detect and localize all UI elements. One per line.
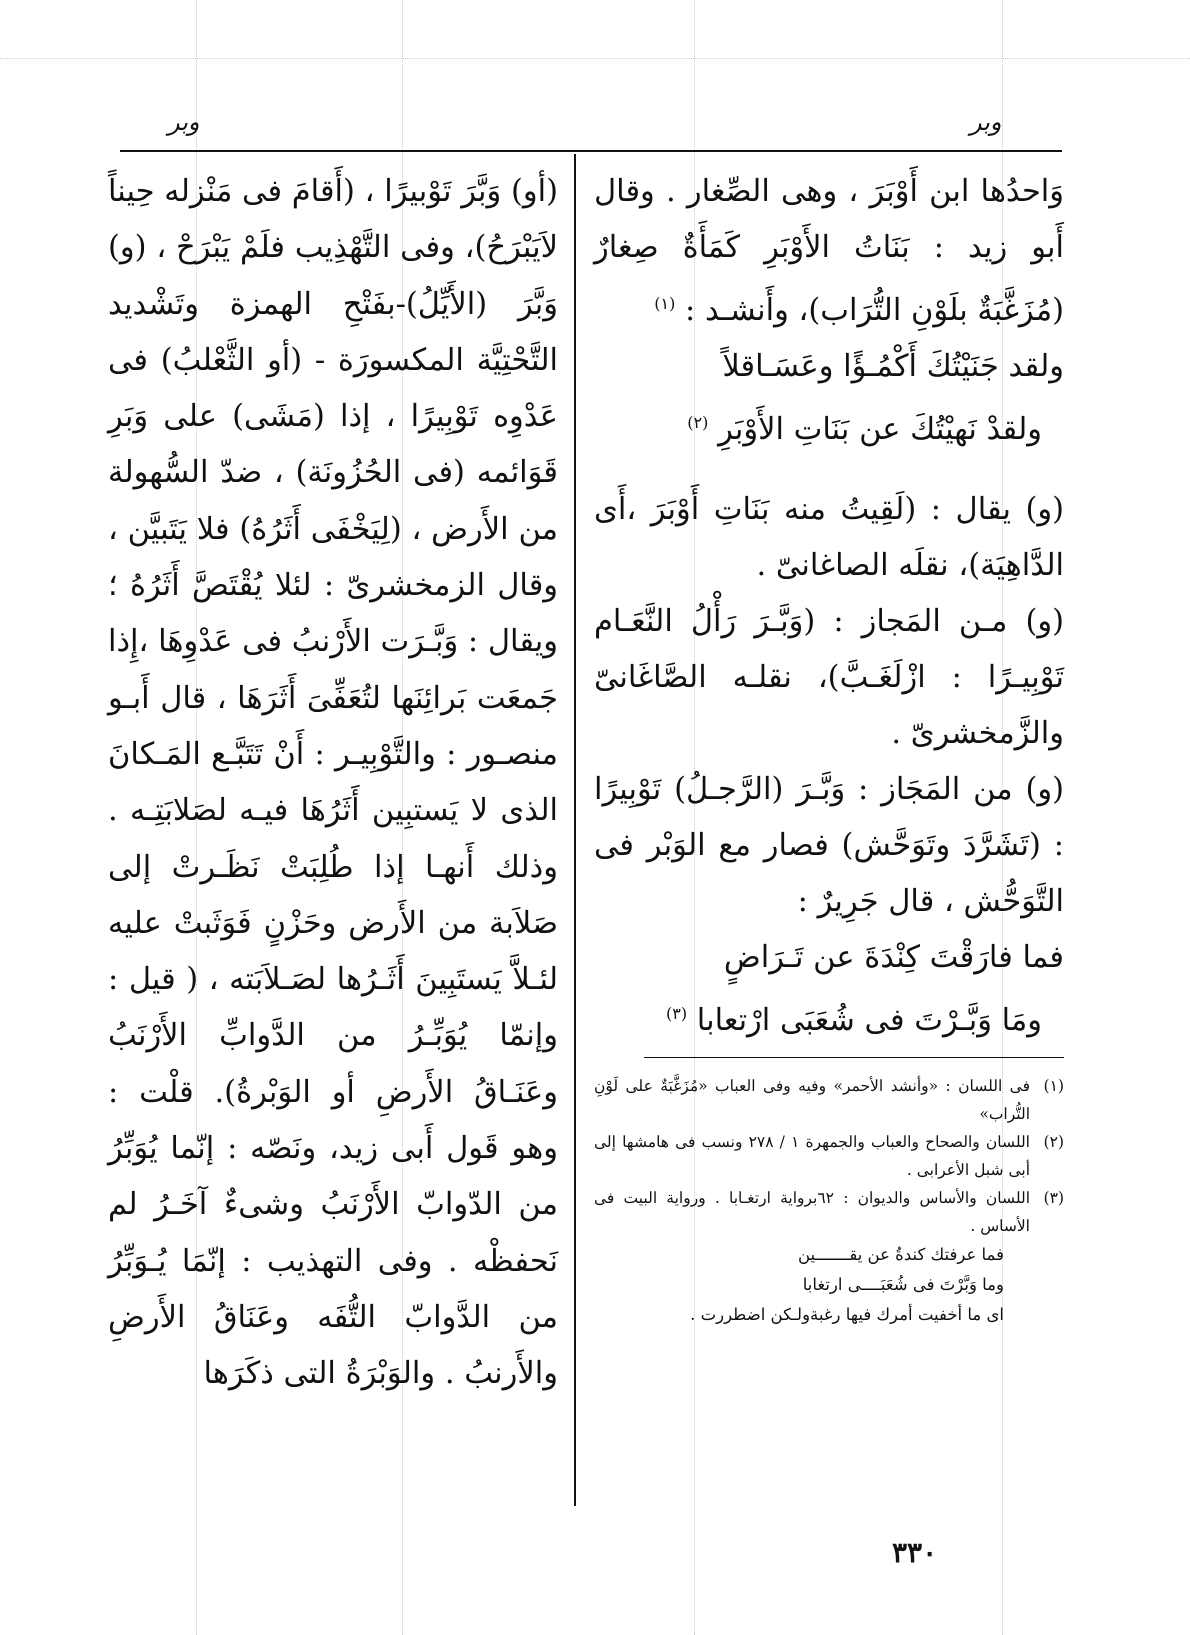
footnote: (١) فى اللسان : «وأنشد الأحمر» وفيه وفى العباب «مُزَغَّبَةٌ على لَوْنِ التُّراب» [594,1077,1064,1124]
footnote-ref: (١) [654,294,676,313]
footnote: (٢) اللسان والصحاح والعباب والجمهرة ١ / ٢٧٨ ونسب فى هامشها إلى أبى شبل الأعرابى . [594,1133,1064,1180]
running-header-right: وبر [970,108,1002,136]
poem-verse: ومَا وَبَّـرْتَ فى شُعَبَى ارْتعابا $^{(٣)}$ [665,1003,1042,1039]
paragraph: (و) يقال : (لَقِيتُ منه بَنَاتِ أَوْبَرَ ،أَى الدَّاهِيَة)، نقلَه الصاغانىّ . [594,492,1064,584]
paragraph: (و) مـن المَجاز : (وَبَّـرَ رَأْلُ النَّعَـام تَوْبِيـرًا : ازْلَغَـبَّ)، نقلـه الصَّاغَانىّ والزَّمخشرىّ . [594,604,1064,752]
poem-verse: ولقد جَنَيْتُكَ أَكْمُـؤًا وعَسَـاقلاً [722,349,1064,385]
quote-line: وما وَبَّرْتَ فى شُعَبَــــى ارتغابا [802,1275,1004,1295]
right-column [594,164,1064,1330]
footnote-ref: (٣) [665,1004,688,1024]
page-number: ٣٣٠ [892,1536,938,1569]
header-rule [120,150,1062,152]
poem-verse: ولقدْ نَهيْتُكَ عن بَنَاتِ الأَوْبَرِ $^{(٢)}$ [687,412,1042,448]
quote-line: اى ما أخفيت أمرك فيها رغبةولـكن اضطررت . [690,1305,1004,1325]
column-divider [574,154,576,1506]
footnote-ref: (٢) [687,413,709,433]
quote-line: فما عرفتك كندةُ عن يقـــــــين [797,1245,1004,1265]
left-column [108,164,558,1403]
footnote-rule [644,1057,1064,1058]
poem [594,930,1064,1049]
footnote: (٣) اللسان والأساس والديوان : ٦٢برواية ارتغـابا . ورواية البيت فى الأساس . [594,1189,1064,1236]
paragraph: وَاحدُها ابن أَوْبَرَ ، وهى الصِّغار . وقال أَبو زيد : بَنَاتُ الأَوْبَرِ كَمَأَةٌ صِغارٌ (مُزَغَّبَةٌ بلَوْنِ التُّرَاب)، وأَنشـد : $^{(١)}$ [594,174,1064,329]
paragraph: (و) من المَجَاز : وَبَّـرَ (الرَّجـلُ) تَوْبِيرًا : (تَشَرَّدَ وتَوَحَّش) فصار مع الوَبْر فى التَّوَحُّش ، قال جَرِيرٌ : [594,772,1064,920]
footnotes [594,1072,1064,1330]
paragraph: (أو) وَبَّرَ تَوْبيرًا ، (أَقامَ فى مَنْزله حِيناً لاَيَبْرَحُ)، وفى التَّهْذِيب فلَمْ يَبْرَحْ ، (و) وَبَّرَ (الأَيِّلُ)-بفَتْحِ الهمزة وتَشْديد التَّحْتِيَّة المكسورَة - (أو الثَّعْلبُ) فى عَدْوِه تَوْبِيرًا ، إذا (مَشَى) على وَبَرِ قَوَائمه (فى الحُزُونَة) ، ضدّ السُّهولة من الأَرض ، (لِيَخْفَى أَثَرُهُ) فلا يَتَبيَّن ، وقال الزمخشرىّ : لئلا يُقْتَصَّ أَثَرُهُ ؛ ويقال : وَبَّـرَت الأَرْنبُ فى عَدْوِهَا ،إِذا جَمعَت بَرائِنَها لتُعَفِّىَ أَثَرَهَا ، قال أَبـو منصـور : والتَّوْبِيـر : أَنْ تَتَبَّـع المَـكانَ الذى لا يَستبِين أَثَرُهَا فيـه لصَلابَتِـه . وذلك أَنهـا إذا طُلِبَتْ نَظَـرتْ إلى صَلاَبة من الأَرض وحَزْنٍ فَوَثَبتْ عليه لئـلاَّ يَستَبِينَ أَثَـرُها لصَـلاَبَته ، ( قيل : وإنمّا يُوَبِّـرُ من الدَّوابِّ الأَرْنَبُ وعَنَـاقُ الأَرضِ أو الوَبْرةُ). قلْت : وهو قَول أَبى زيد، ونَصّه : إنّما يُوَبِّرُ من الدّوابّ الأَرْنَبُ وشىءٌ آخَـرُ لم نَحفظْه . وفى التهذيب : إنّمَا يُـوَبِّرُ من الدَّوابّ التُّفَه وعَنَاقُ الأَرضِ والأَرنبُ . والوَبْرَةُ التى ذكَرَها [108,174,558,1392]
running-header-left: وبر [168,108,200,136]
poem-verse: فما فارَقْتَ كِنْدَةَ عن تَـرَاضٍ [723,940,1064,976]
footnote-quote [594,1240,1064,1330]
scan-guide-line [0,58,1190,59]
poem [594,339,1064,458]
